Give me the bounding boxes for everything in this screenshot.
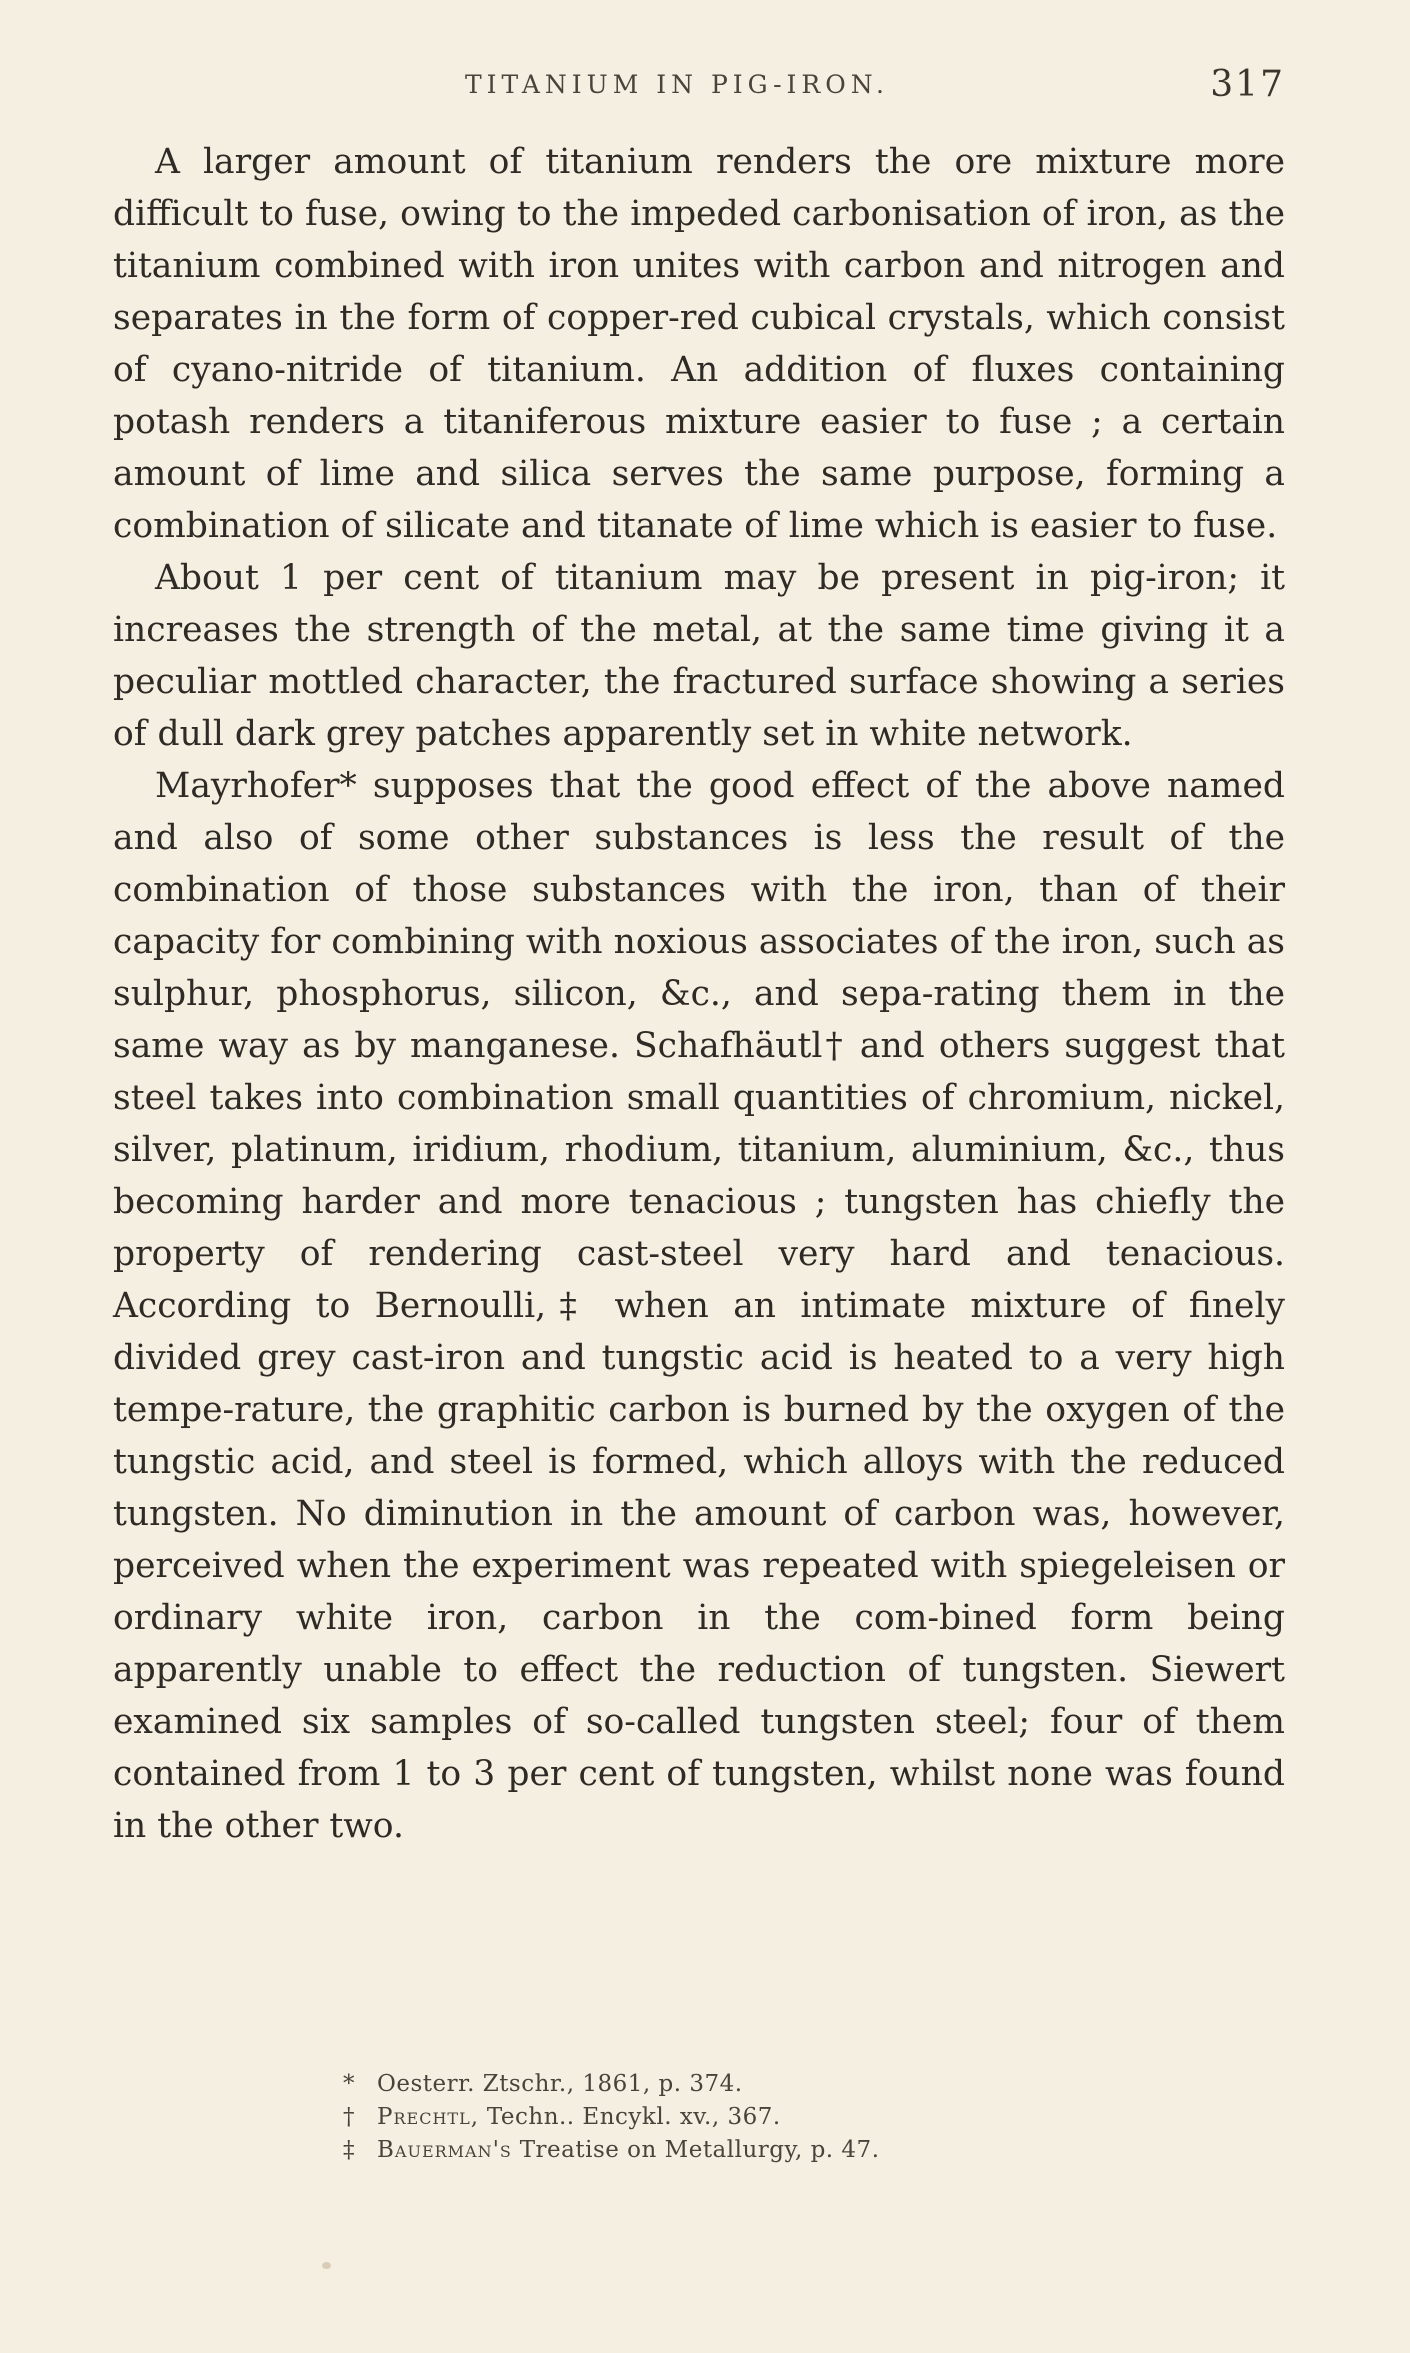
footnote-mark: † (343, 2104, 355, 2130)
footnote-text: Oesterr. Ztschr., 1861, p. 374. (377, 2071, 743, 2097)
footnote-text: Treatise on Metallurgy, p. 47. (511, 2137, 880, 2163)
page-number: 317 (1210, 64, 1285, 105)
footnote-mark: ‡ (343, 2137, 355, 2163)
footnote (343, 2134, 1243, 2167)
footnote-author: Prechtl, (377, 2104, 480, 2130)
body-text (113, 136, 1285, 1852)
paragraph: About 1 per cent of titanium may be present in pig-iron; it increases the strength of the metal, at the same time giving it a peculiar mottled character, the fractured surface showing a series of dull dark grey patches apparently set in white network. (113, 558, 1285, 754)
footnote-mark: * (343, 2071, 355, 2097)
footnote (343, 2068, 1243, 2101)
footnote-author: Bauerman's (377, 2137, 512, 2163)
running-head (0, 64, 1410, 108)
footnote (343, 2101, 1243, 2134)
running-title: TITANIUM IN PIG-IRON. (465, 70, 889, 99)
paragraph: A larger amount of titanium renders the ore mixture more difficult to fuse, owing to the impeded carbonisation of iron, as the titanium combined with iron unites with carbon and nitrogen and separates in the form of copper-red cubical crystals, which consist of cyano-nitride of titanium. An addition of fluxes containing potash renders a titaniferous mixture easier to fuse ; a certain amount of lime and silica serves the same purpose, forming a combination of silicate and titanate of lime which is easier to fuse. (113, 142, 1285, 546)
paper-speck (322, 2262, 331, 2269)
footnotes (343, 2068, 1243, 2167)
paragraph: Mayrhofer* supposes that the good effect of the above named and also of some other substances is less the result of the combination of those substances with the iron, than of their capacity for combining with noxious associates of the iron, such as sulphur, phosphorus, silicon, &c., and sepa-rating them in the same way as by manganese. Schafhäutl† and others suggest that steel takes into combination small quantities of chromium, nickel, silver, platinum, iridium, rhodium, titanium, aluminium, &c., thus becoming harder and more tenacious ; tungsten has chiefly the property of rendering cast-steel very hard and tenacious. According to Bernoulli,‡ when an intimate mixture of finely divided grey cast-iron and tungstic acid is heated to a very high tempe-rature, the graphitic carbon is burned by the oxygen of the tungstic acid, and steel is formed, which alloys with the reduced tungsten. No diminution in the amount of carbon was, however, perceived when the experiment was repeated with spiegeleisen or ordinary white iron, carbon in the com-bined form being apparently unable to effect the reduction of tungsten. Siewert examined six samples of so-called tungsten steel; four of them contained from 1 to 3 per cent of tungsten, whilst none was found in the other two. (113, 766, 1285, 1846)
footnote-text: Techn.. Encykl. xv., 367. (479, 2104, 781, 2130)
